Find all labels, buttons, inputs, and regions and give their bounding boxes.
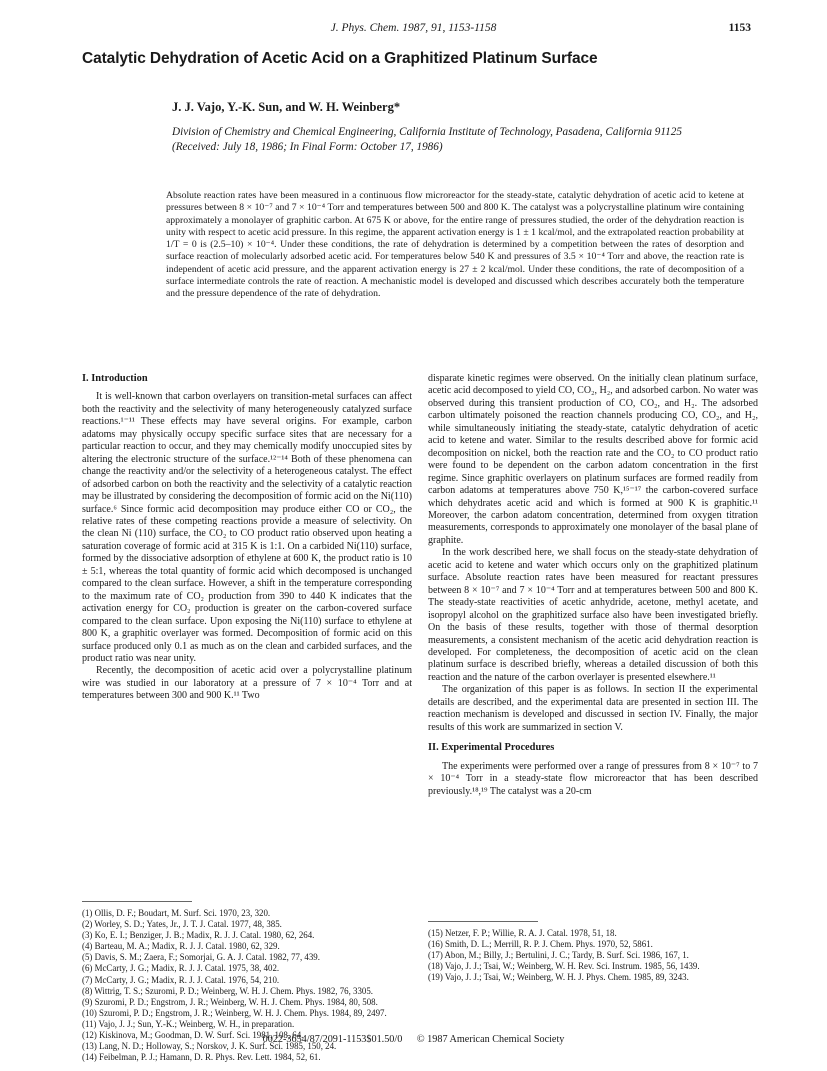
- reference: (13) Lang, N. D.; Holloway, S.; Norskov, J. K. Surf. Sci. 1985, 150, 24.: [82, 1041, 337, 1052]
- author-list: J. J. Vajo, Y.-K. Sun, and W. H. Weinberg*: [172, 100, 401, 114]
- abstract: Absolute reaction rates have been measured in a continuous flow microreactor for the steady-state, catalytic dehydration of acetic acid to ketene at pressures between 8 × 10⁻⁷ and 7 × 10⁻⁴ Torr and temperatures between 500 and 800 K. The catalyst was a polycrystalline platinum wire containing approximately a monolayer of graphitic carbon. At 675 K or above, for the entire range of pressures studied, the order of the dehydration reaction is unity with respect to acetic acid pressure. In this regime, the apparent activation energy is 1 ± 1 kcal/mol, and the extrapolated reaction probability at 1/T = 0 is (2.5–10) × 10⁻⁴. Under these conditions, the rate of dehydration is determined by a competition between the rates of desorption and surface reaction of molecularly adsorbed acetic acid. For temperatures below 540 K and pressures of 3.5 × 10⁻⁴ Torr and above, the reaction rate is independent of acetic acid pressure, and the apparent activation energy is 27 ± 2 kcal/mol. Under these conditions, the rate of decomposition of a surface intermediate controls the rate of reaction. A mechanistic model is developed and discussed which describes accurately both the temperature and the pressure dependence of the rate of dehydration.: [166, 190, 744, 300]
- intro-paragraph-1: It is well-known that carbon overlayers on transition-metal surfaces can affect both the reactivity and the selectivity of many heterogeneously catalyzed surface reactions.¹⁻¹¹ These effects may have several origins. For example, carbon adatoms may physically occupy specific surface sites that are necessary for a particular reaction to occur, and they may chemically modify unoccupied sites by altering the electronic structure of the surface.¹²⁻¹⁴ Both of these phenomena can change the reactivity and/or the selectivity of a heterogeneous catalyst. The effect of adsorbed carbon on both the reactivity and the selectivity of a catalytic reaction may be illustrated by considering the decomposition of formic acid on the Ni(110) surface.⁶ Since formic acid decomposition may produce either CO or CO₂, the relative rates of these competing reactions provide a measure of selectivity. On the clean Ni (110) surface, the CO₂ to CO product ratio observed upon heating a saturation coverage of formic acid at 315 K is 1:1. On a carbided Ni(110) surface, formed by the dissociative adsorption of ethylene at 600 K, the product ratio is 10 ± 5:1, whereas the total quantity of formic acid which decomposed is unchanged compared to the clean surface. However, a shift in the temperature corresponding to the maximum rate of CO₂ production from 390 to 440 K indicates that the activation energy for CO₂ production is greater on the carbon-covered surface compared to the clean surface. Upon exposing the Ni(110) surface to ethylene at 800 K, a graphitic overlayer was formed. Decomposition of formic acid on this surface produced only 0.1 as much as on the clean and carbided surfaces, and the product ratio was near unity.: [82, 391, 412, 664]
- running-header: [0, 22, 827, 38]
- reference: (14) Feibelman, P. J.; Hamann, D. R. Phys. Rev. Lett. 1984, 52, 61.: [82, 1052, 321, 1063]
- reference: (15) Netzer, F. P.; Willie, R. A. J. Catal. 1978, 51, 18.: [428, 928, 617, 938]
- experimental-paragraph-1: The experiments were performed over a range of pressures from 8 × 10⁻⁷ to 7 × 10⁻⁴ Torr in a steady-state flow microreactor that has been described previously.¹⁸,¹⁹ The catalyst was a 20-cm: [428, 760, 758, 797]
- reference: (8) Wittrig, T. S.; Szuromi, P. D.; Weinberg, W. H. J. Chem. Phys. 1982, 76, 3305.: [82, 985, 373, 996]
- intro-paragraph-4: The organization of this paper is as follows. In section II the experimental details are described, and the experimental data are presented in section III. The reaction mechanism is developed and discussed in section IV. Finally, the major results of this work are summarized in section V.: [428, 684, 758, 733]
- author-affiliation: Division of Chemistry and Chemical Engineering, California Institute of Technology, Pasadena, California 91125 (Received: July 18, 1986; In Final Form: October 17, 1986): [172, 126, 682, 153]
- intro-paragraph-2: Recently, the decomposition of acetic acid over a polycrystalline platinum wire was studied in our laboratory at a pressure of 7 × 10⁻⁴ Torr and at temperatures between 300 and 900 K.¹¹ Two: [82, 665, 412, 702]
- reference: (5) Davis, S. M.; Zaera, F.; Somorjai, G. A. J. Catal. 1982, 77, 439.: [82, 952, 320, 963]
- page-number: 1153: [728, 22, 751, 34]
- reference: (1) Ollis, D. F.; Boudart, M. Surf. Sci. 1970, 23, 320.: [82, 908, 271, 918]
- reference: (6) McCarty, J. G.; Madix, R. J. J. Catal. 1975, 38, 402.: [82, 963, 280, 974]
- intro-paragraph-3: In the work described here, we shall focus on the steady-state dehydration of acetic acid to ketene and water which occurs only on the graphitized platinum surface. Absolute reaction rates have been measured for reactant pressures between 8 × 10⁻⁷ and 7 × 10⁻⁴ Torr and at temperatures between 500 and 800 K. The steady-state reactivities of acetic anhydride, acetone, methyl acetate, and isopropyl alcohol on the graphitized surface also have been investigated briefly. On the basis of these results, together with those of thermal desorption measurements, a consistent mechanism of the acetic acid dehydration reaction is developed. For completeness, the decomposition of acetic acid on the clean platinum surface is described briefly, whereas a detailed discussion of both this reaction and the nature of the carbon overlayer is presented elsewhere.¹¹: [428, 547, 758, 683]
- page-footer: [0, 1034, 827, 1045]
- copyright-notice: © 1987 American Chemical Society: [416, 1034, 565, 1045]
- reference: (18) Vajo, J. J.; Tsai, W.; Weinberg, W. H. Rev. Sci. Instrum. 1985, 56, 1439.: [428, 961, 700, 972]
- section-heading-experimental: II. Experimental Procedures: [428, 742, 555, 754]
- article-title: Catalytic Dehydration of Acetic Acid on a Graphitized Platinum Surface: [82, 50, 598, 67]
- reference: (16) Smith, D. L.; Merrill, R. P. J. Chem. Phys. 1970, 52, 5861.: [428, 939, 653, 950]
- reference: (17) Abon, M.; Billy, J.; Bertulini, J. C.; Tardy, B. Surf. Sci. 1986, 167, 1.: [428, 950, 689, 961]
- journal-citation: J. Phys. Chem. 1987, 91, 1153-1158: [330, 22, 497, 34]
- copyright-code: 0022-3654/87/2091-1153$01.50/0: [262, 1034, 403, 1045]
- footnote-rule-left: [82, 901, 192, 902]
- left-column: [82, 373, 412, 703]
- reference: (10) Szuromi, P. D.; Engstrom, J. R.; Weinberg, W. H. J. Chem. Phys. 1984, 89, 2497.: [82, 1007, 387, 1018]
- reference: (4) Barteau, M. A.; Madix, R. J. J. Catal. 1980, 62, 329.: [82, 941, 280, 952]
- reference: (12) Kiskinova, M.; Goodman, D. W. Surf. Sci. 1981, 108, 64.: [82, 1030, 304, 1041]
- right-column: [428, 373, 758, 798]
- intro-paragraph-2-continued: disparate kinetic regimes were observed. On the initially clean platinum surface, acetic acid decomposed to yield CO, CO₂, H₂, and adsorbed carbon. No water was observed during this transient production of CO, CO₂, and H₂. The adsorbed carbon ultimately poisoned the reaction channels producing CO, CO₂, and H₂, while simultaneously initiating the steady-state, catalytic dehydration of acetic acid to ketene and water. Similar to the results described above for formic acid decomposition on nickel, both the reaction rate and the CO₂ to CO product ratio were found to be dependent on the carbon adatom concentration in the first regime. Since graphitic overlayers on platinum surfaces are formed readily from carbon adatoms at temperatures above 750 K,¹⁵⁻¹⁷ the carbon-covered surface which dehydrates acetic acid and which is formed at 900 K is graphitic.¹¹ Moreover, the carbon adatom concentration, determined from oxygen titration measurements, corresponds to approximately one monolayer of the basal plane of graphite.: [428, 373, 758, 546]
- reference: (3) Ko, E. I.; Benziger, J. B.; Madix, R. J. J. Catal. 1980, 62, 264.: [82, 930, 315, 941]
- footnote-rule-right: [428, 921, 538, 922]
- reference: (11) Vajo, J. J.; Sun, Y.-K.; Weinberg, W. H., in preparation.: [82, 1018, 295, 1029]
- reference: (2) Worley, S. D.; Yates, Jr., J. T. J. Catal. 1977, 48, 385.: [82, 919, 282, 930]
- reference: (9) Szuromi, P. D.; Engstrom, J. R.; Weinberg, W. H. J. Chem. Phys. 1984, 80, 508.: [82, 996, 378, 1007]
- references-right: [428, 928, 758, 983]
- reference: (19) Vajo, J. J.; Tsai, W.; Weinberg, W. H. J. Phys. Chem. 1985, 89, 3243.: [428, 972, 689, 983]
- reference: (7) McCarty, J. G.; Madix, R. J. J. Catal. 1976, 54, 210.: [82, 974, 280, 985]
- section-heading-introduction: I. Introduction: [82, 373, 148, 384]
